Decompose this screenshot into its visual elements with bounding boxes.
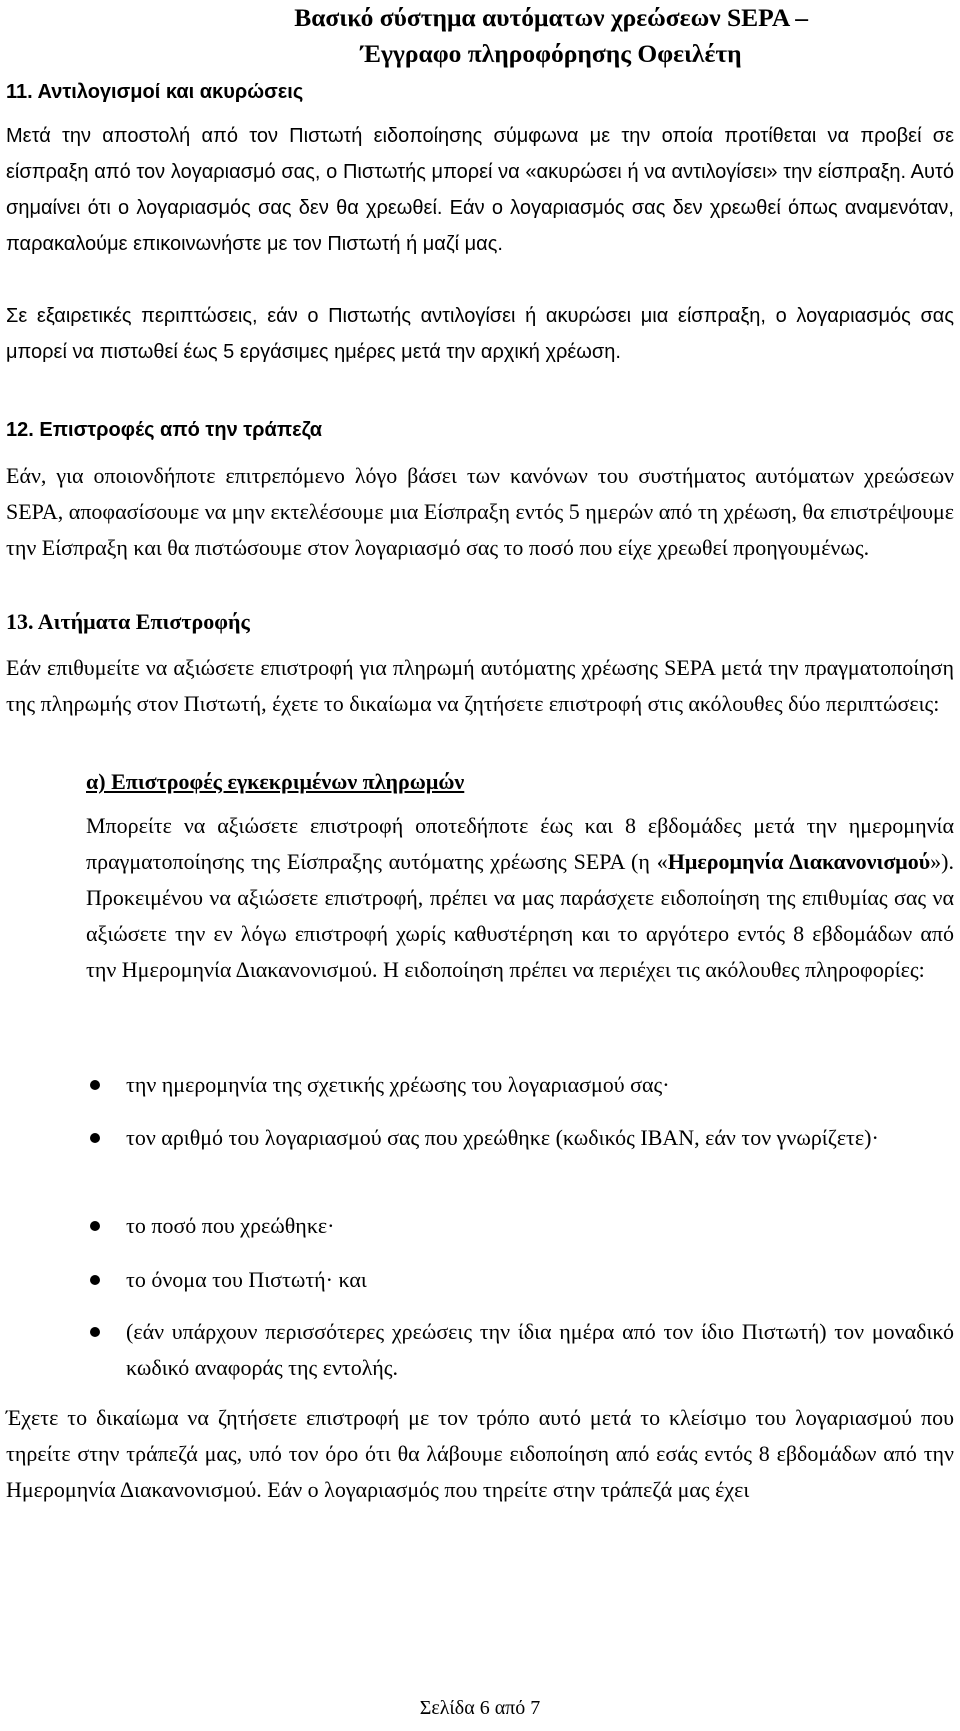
bullet-dot bbox=[90, 1080, 100, 1090]
bullet-item: την ημερομηνία της σχετικής χρέωσης του λογαριασμού σας· bbox=[126, 1072, 670, 1097]
section-12-heading: 12. Επιστροφές από την τράπεζα bbox=[6, 419, 323, 441]
subsection-a-text-end: »). Προκειμένου να αξιώσετε επιστροφή, πρέπει να μας παράσχετε ειδοποίηση της επιθυμίας σας να αξιώσετε την εν λόγω επιστροφή χωρίς καθυστέρηση και το αργότερο εντός 8 εβδομάδων από την Ημερομηνία Διακανονισμού. Η ειδοποίηση πρέπει να περιέχει τις ακόλουθες πληροφορίες: bbox=[86, 849, 954, 982]
section-13-paragraph-1: Εάν επιθυμείτε να αξιώσετε επιστροφή για πληρωμή αυτόματης χρέωσης SEPA μετά την πραγματοποίηση της πληρωμής στον Πιστωτή, έχετε το δικαίωμα να ζητήσετε επιστροφή στις ακόλουθες δύο περιπτώσεις: bbox=[6, 655, 954, 716]
section-11-paragraph-2: Σε εξαιρετικές περιπτώσεις, εάν ο Πιστωτής αντιλογίσει ή ακυρώσει μια είσπραξη, ο λογαριασμός σας μπορεί να πιστωθεί έως 5 εργάσιμες ημέρες μετά την αρχική χρέωση. bbox=[6, 305, 954, 363]
subsection-a-heading: α) Επιστροφές εγκεκριμένων πληρωμών bbox=[86, 769, 465, 794]
settlement-date-term: Ημερομηνία Διακανονισμού bbox=[667, 849, 931, 874]
page-number: Σελίδα 6 από 7 bbox=[419, 1697, 541, 1719]
section-11-paragraph-1: Μετά την αποστολή από τον Πιστωτή ειδοποίησης σύμφωνα με την οποία προτίθεται να προβεί σε είσπραξη από τον λογαριασμό σας, ο Πιστωτής μπορεί να «ακυρώσει ή να αντιλογίσει» την είσπραξη. Αυτό σημαίνει ότι ο λογαριασμός σας δεν θα χρεωθεί. Εάν ο λογαριασμός σας δεν χρεωθεί όπως αναμενόταν, παρακαλούμε επικοινωνήστε με τον Πιστωτή ή μαζί μας. bbox=[6, 125, 954, 255]
section-13-paragraph-2: Έχετε το δικαίωμα να ζητήσετε επιστροφή με τον τρόπο αυτό μετά το κλείσιμο του λογαριασμού που τηρείτε στην τράπεζά μας, υπό τον όρο ότι θα λάβουμε ειδοποίηση από εσάς εντός 8 εβδομάδων από την Ημερομηνία Διακανονισμού. Εάν ο λογαριασμός που τηρείτε στην τράπεζά μας έχει bbox=[6, 1405, 954, 1502]
bullet-item: τον αριθμό του λογαριασμού σας που χρεώθηκε (κωδικός IBAN, εάν τον γνωρίζετε)· bbox=[126, 1125, 879, 1150]
section-11-heading: 11. Αντιλογισμοί και ακυρώσεις bbox=[6, 81, 304, 103]
bullet-dot bbox=[90, 1275, 100, 1285]
subsection-a-paragraph bbox=[86, 808, 954, 988]
document-header bbox=[294, 0, 808, 72]
bullet-item: (εάν υπάρχουν περισσότερες χρεώσεις την ίδια ημέρα από τον ίδιο Πιστωτή) τον μοναδικό κωδικό αναφοράς της εντολής. bbox=[126, 1319, 954, 1380]
bullet-dot bbox=[90, 1221, 100, 1231]
section-12-paragraph-1: Εάν, για οποιονδήποτε επιτρεπόμενο λόγο βάσει των κανόνων του συστήματος αυτόματων χρεώσεων SEPA, αποφασίσουμε να μην εκτελέσουμε μια Είσπραξη εντός 5 ημερών από τη χρέωση, θα επιστρέψουμε την Είσπραξη και θα πιστώσουμε στον λογαριασμό σας το ποσό που είχε χρεωθεί προηγουμένως. bbox=[6, 463, 954, 560]
header-title-line1: Βασικό σύστημα αυτόματων χρεώσεων SEPA – bbox=[294, 3, 808, 32]
bullet-dot bbox=[90, 1133, 100, 1143]
header-title-line2: Έγγραφο πληροφόρησης Οφειλέτη bbox=[360, 39, 742, 68]
subsection-a-text-start: Μπορείτε να αξιώσετε επιστροφή οποτεδήποτε έως και 8 εβδομάδες μετά την ημερομηνία πραγματοποίησης της Είσπραξης αυτόματης χρέωσης SEPA (η « bbox=[86, 813, 954, 874]
bullet-item: το όνομα του Πιστωτή· και bbox=[126, 1267, 367, 1292]
section-13-heading: 13. Αιτήματα Επιστροφής bbox=[6, 609, 250, 634]
bullet-dot bbox=[90, 1327, 100, 1337]
bullet-item: το ποσό που χρεώθηκε· bbox=[126, 1213, 335, 1238]
